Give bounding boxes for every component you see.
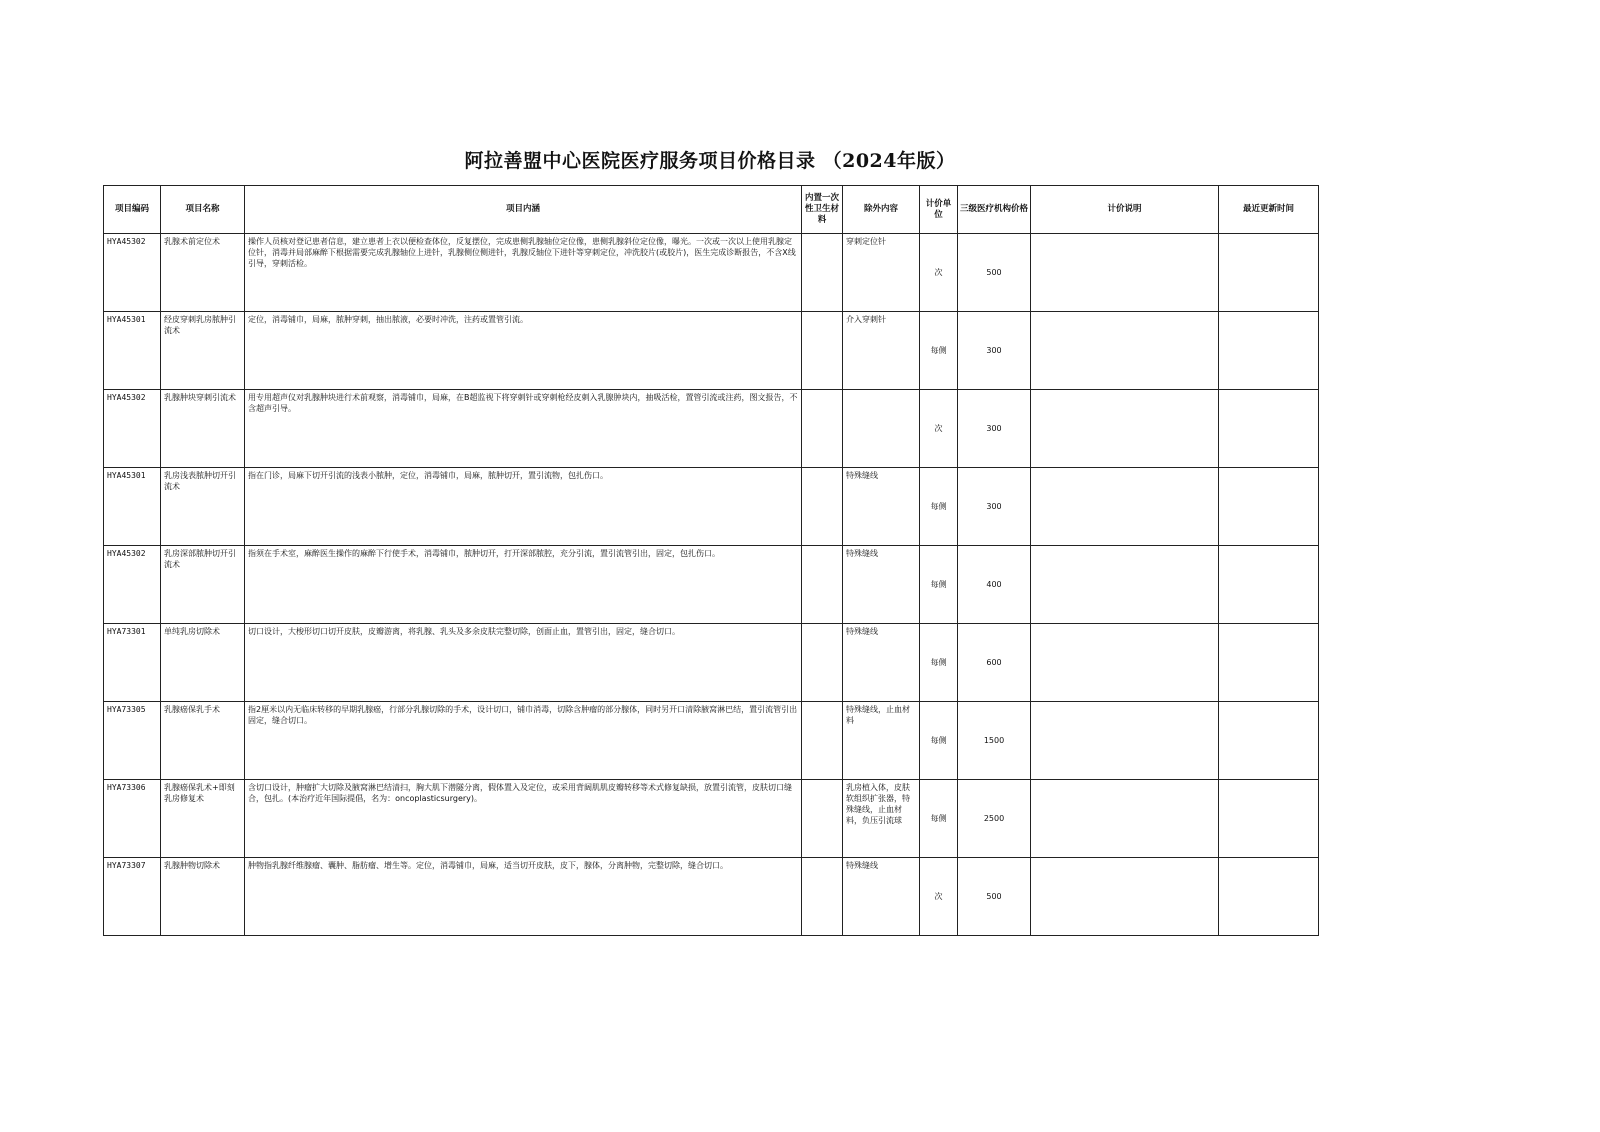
header-excluded: 除外内容 (843, 186, 920, 234)
cell-content: 指须在手术室，麻醉医生操作的麻醉下行使手术，消毒铺巾，脓肿切开，打开深部脓腔，充分引流，置引流管引出，固定，包扎伤口。 (245, 546, 802, 624)
header-content: 项目内涵 (245, 186, 802, 234)
cell-unit: 每侧 (920, 546, 958, 624)
cell-content: 指2厘米以内无临床转移的早期乳腺癌，行部分乳腺切除的手术，设计切口，铺巾消毒，切除含肿瘤的部分腺体，同时另开口清除腋窝淋巴结，置引流管引出固定，缝合切口。 (245, 702, 802, 780)
cell-updated (1219, 780, 1319, 858)
table-row (104, 546, 1319, 624)
cell-name: 乳腺癌保乳手术 (161, 702, 245, 780)
cell-price: 300 (958, 312, 1031, 390)
cell-price: 300 (958, 468, 1031, 546)
cell-excluded: 介入穿刺针 (843, 312, 920, 390)
header-unit: 计价单位 (920, 186, 958, 234)
cell-excluded: 特殊缝线 (843, 546, 920, 624)
cell-excluded: 特殊缝线 (843, 858, 920, 936)
cell-content: 肿物指乳腺纤维腺瘤、囊肿、脂肪瘤、增生等。定位，消毒铺巾，局麻，适当切开皮肤，皮下，腺体，分离肿物，完整切除，缝合切口。 (245, 858, 802, 936)
cell-note (1031, 624, 1219, 702)
cell-content: 操作人员核对登记患者信息，建立患者上衣以便检查体位，反复摆位，完成患侧乳腺轴位定位像，患侧乳腺斜位定位像，曝光。一次或一次以上使用乳腺定位针，消毒并局部麻醉下根据需要完成乳腺轴位上进针，乳腺侧位侧进针，乳腺反轴位下进针等穿刺定位，冲洗胶片(或胶片)，医生完成诊断报告，不含X线引导，穿刺活检。 (245, 234, 802, 312)
cell-price: 1500 (958, 702, 1031, 780)
cell-updated (1219, 312, 1319, 390)
cell-updated (1219, 546, 1319, 624)
cell-price: 500 (958, 858, 1031, 936)
cell-unit: 每侧 (920, 468, 958, 546)
cell-name: 乳腺肿物切除术 (161, 858, 245, 936)
header-code: 项目编码 (104, 186, 161, 234)
cell-disposable (802, 780, 843, 858)
cell-code: HYA73307 (104, 858, 161, 936)
header-name: 项目名称 (161, 186, 245, 234)
table-row (104, 624, 1319, 702)
cell-excluded: 特殊缝线，止血材料 (843, 702, 920, 780)
cell-unit: 每侧 (920, 702, 958, 780)
cell-note (1031, 312, 1219, 390)
cell-note (1031, 468, 1219, 546)
cell-content: 含切口设计，肿瘤扩大切除及腋窝淋巴结清扫，胸大肌下潜隧分离，假体置入及定位，或采用背阔肌肌皮瓣转移等术式修复缺损，放置引流管，皮肤切口缝合，包扎。(本治疗近年国际提倡，名为：oncoplasticsurgery)。 (245, 780, 802, 858)
table-row (104, 234, 1319, 312)
cell-disposable (802, 546, 843, 624)
cell-name: 乳房深部脓肿切开引流术 (161, 546, 245, 624)
cell-code: HYA45301 (104, 468, 161, 546)
cell-excluded: 特殊缝线 (843, 624, 920, 702)
table-row (104, 702, 1319, 780)
cell-excluded: 乳房植入体，皮肤软组织扩张器，特殊缝线，止血材料，负压引流球 (843, 780, 920, 858)
table-row (104, 312, 1319, 390)
cell-unit: 每侧 (920, 780, 958, 858)
cell-note (1031, 234, 1219, 312)
cell-disposable (802, 858, 843, 936)
cell-unit: 次 (920, 390, 958, 468)
cell-code: HYA73305 (104, 702, 161, 780)
cell-excluded: 特殊缝线 (843, 468, 920, 546)
cell-name: 乳房浅表脓肿切开引流术 (161, 468, 245, 546)
cell-content: 用专用超声仪对乳腺肿块进行术前观察，消毒铺巾，局麻，在B超监视下将穿刺针或穿刺枪经皮刺入乳腺肿块内，抽吸活检，置管引流或注药，图文报告，不含超声引导。 (245, 390, 802, 468)
cell-updated (1219, 858, 1319, 936)
cell-note (1031, 858, 1219, 936)
cell-disposable (802, 390, 843, 468)
table-row (104, 780, 1319, 858)
cell-content: 切口设计，大梭形切口切开皮肤，皮瓣游离，将乳腺、乳头及多余皮肤完整切除，创面止血，置管引出，固定，缝合切口。 (245, 624, 802, 702)
cell-unit: 次 (920, 858, 958, 936)
cell-excluded: 穿刺定位针 (843, 234, 920, 312)
cell-note (1031, 390, 1219, 468)
cell-unit: 次 (920, 234, 958, 312)
cell-code: HYA45302 (104, 390, 161, 468)
table-row (104, 390, 1319, 468)
cell-price: 400 (958, 546, 1031, 624)
cell-updated (1219, 468, 1319, 546)
cell-name: 经皮穿刺乳房脓肿引流术 (161, 312, 245, 390)
header-updated: 最近更新时间 (1219, 186, 1319, 234)
cell-code: HYA45302 (104, 234, 161, 312)
cell-price: 300 (958, 390, 1031, 468)
table-row (104, 468, 1319, 546)
cell-excluded (843, 390, 920, 468)
cell-unit: 每侧 (920, 312, 958, 390)
cell-updated (1219, 234, 1319, 312)
cell-content: 指在门诊，局麻下切开引流的浅表小脓肿，定位，消毒铺巾，局麻，脓肿切开，置引流物，包扎伤口。 (245, 468, 802, 546)
cell-note (1031, 546, 1219, 624)
header-note: 计价说明 (1031, 186, 1219, 234)
table-row (104, 858, 1319, 936)
cell-content: 定位，消毒铺巾，局麻，脓肿穿刺，抽出脓液，必要时冲洗，注药或置管引流。 (245, 312, 802, 390)
cell-price: 600 (958, 624, 1031, 702)
cell-note (1031, 780, 1219, 858)
cell-name: 乳腺癌保乳术+即刻乳房修复术 (161, 780, 245, 858)
cell-updated (1219, 390, 1319, 468)
cell-disposable (802, 624, 843, 702)
price-table (103, 185, 1319, 936)
cell-note (1031, 702, 1219, 780)
header-row (104, 186, 1319, 234)
cell-price: 500 (958, 234, 1031, 312)
cell-code: HYA73301 (104, 624, 161, 702)
cell-price: 2500 (958, 780, 1031, 858)
header-disposable: 内置一次性卫生材料 (802, 186, 843, 234)
header-price: 三级医疗机构价格 (958, 186, 1031, 234)
cell-name: 乳腺肿块穿刺引流术 (161, 390, 245, 468)
cell-updated (1219, 702, 1319, 780)
cell-name: 乳腺术前定位术 (161, 234, 245, 312)
cell-disposable (802, 312, 843, 390)
cell-disposable (802, 702, 843, 780)
cell-disposable (802, 234, 843, 312)
cell-code: HYA45302 (104, 546, 161, 624)
cell-disposable (802, 468, 843, 546)
cell-name: 单纯乳房切除术 (161, 624, 245, 702)
cell-unit: 每侧 (920, 624, 958, 702)
cell-code: HYA73306 (104, 780, 161, 858)
cell-code: HYA45301 (104, 312, 161, 390)
cell-updated (1219, 624, 1319, 702)
document-title: 阿拉善盟中心医院医疗服务项目价格目录 （2024年版） (464, 150, 956, 172)
